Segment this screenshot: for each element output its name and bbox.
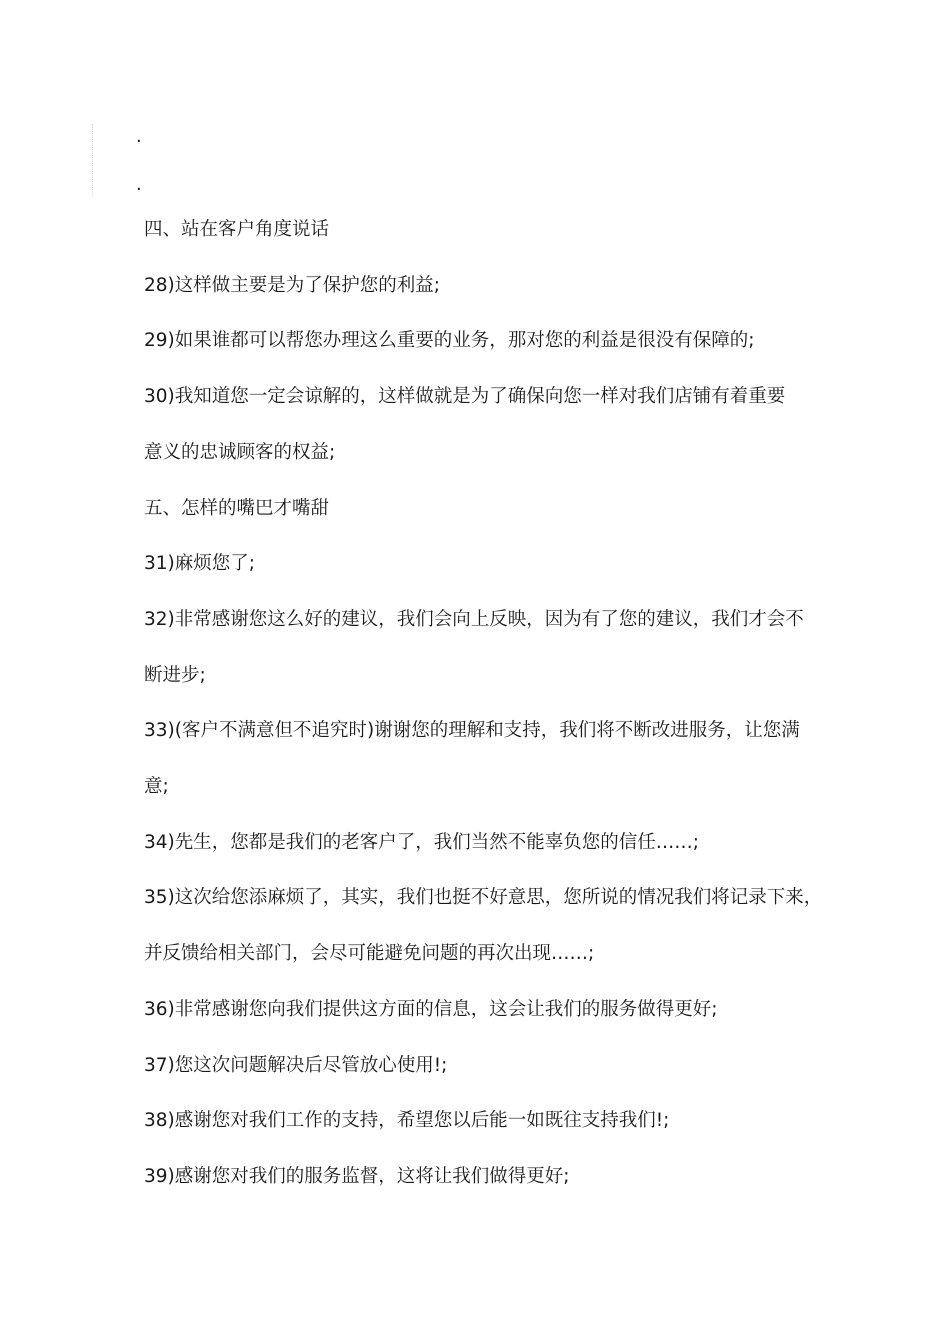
text-line: 并反馈给相关部门，会尽可能避免问题的再次出现……; — [144, 943, 595, 965]
section-heading: 五、怎样的嘴巴才嘴甜 — [144, 497, 330, 519]
text-line: 28)这样做主要是为了保护您的利益; — [144, 274, 440, 296]
text-line: 39)感谢您对我们的服务监督，这将让我们做得更好; — [144, 1165, 570, 1187]
section-heading: 四、站在客户角度说话 — [144, 219, 330, 240]
text-line: 31)麻烦您了; — [144, 553, 255, 575]
text-line: 38)感谢您对我们工作的支持，希望您以后能一如既往支持我们!; — [144, 1110, 670, 1132]
text-line: 29)如果谁都可以帮您办理这么重要的业务，那对您的利益是很没有保障的; — [144, 330, 755, 352]
text-line: 35)这次给您添麻烦了，其实，我们也挺不好意思，您所说的情况我们将记录下来， — [144, 887, 823, 909]
text-line: 32)非常感谢您这么好的建议，我们会向上反映，因为有了您的建议，我们才会不 — [144, 608, 804, 630]
text-line: 断进步; — [144, 664, 206, 686]
text-line: 34)先生，您都是我们的老客户了，我们当然不能辜负您的信任……; — [144, 831, 699, 853]
header-dot-mark: . — [136, 126, 142, 147]
text-line: 37)您这次问题解决后尽管放心使用!; — [144, 1054, 448, 1076]
text-line: 36)非常感谢您向我们提供这方面的信息，这会让我们的服务做得更好; — [144, 998, 718, 1020]
header-dot-mark: . — [136, 174, 142, 195]
text-line: 意; — [144, 776, 169, 798]
text-line: 30)我知道您一定会谅解的，这样做就是为了确保向您一样对我们店铺有着重要 — [144, 386, 786, 408]
text-line: 意义的忠诚顾客的权益; — [144, 441, 336, 463]
text-line: 33)(客户不满意但不追究时)谢谢您的理解和支持，我们将不断改进服务，让您满 — [144, 720, 800, 742]
margin-guide — [92, 124, 93, 196]
document-body — [144, 202, 824, 1205]
